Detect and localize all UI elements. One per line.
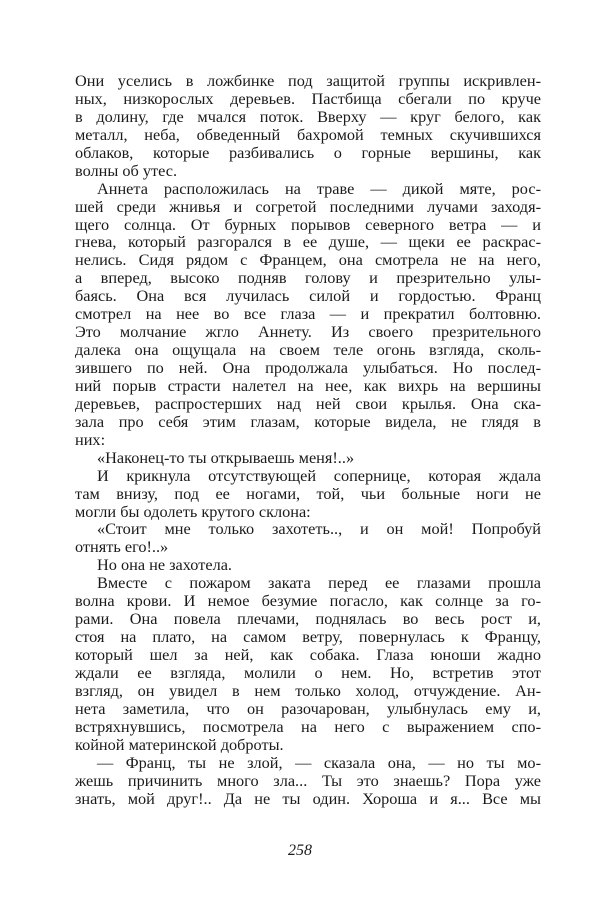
page-body-text	[75, 72, 541, 807]
text-line: шей среди жнивья и согретой последними лучами заходя-	[75, 196, 541, 216]
text-line: металл, неба, обведенный бахромой темных скучившихся	[75, 124, 541, 144]
text-line: «Наконец-то ты открываешь меня!..»	[97, 447, 355, 467]
text-line: И крикнула отсутствующей сопернице, которая ждала	[97, 465, 541, 485]
text-line: ждали ее взгляда, молили о нем. Но, встретив этот	[75, 662, 541, 682]
text-line: взгляд, он увидел в нем только холод, отчуждение. Ан-	[75, 680, 541, 700]
text-line: нелись. Сидя рядом с Францем, она смотрела не на него,	[75, 250, 541, 270]
text-line: гнева, который разгорался в ее душе, — щеки ее раскрас-	[75, 232, 541, 252]
text-line: них:	[75, 429, 106, 449]
text-line: который шел за ней, как собака. Глаза юноши жадно	[75, 645, 541, 664]
text-line: в долину, где мчался поток. Вверху — круг белого, как	[75, 106, 541, 126]
text-line: — Франц, ты не злой, — сказала она, — но ты мо-	[97, 752, 541, 772]
text-line: Но она не захотела.	[97, 555, 232, 575]
text-line: Это молчание жгло Аннету. Из своего презрительного	[75, 322, 541, 342]
text-line: волны об утес.	[75, 160, 178, 180]
text-line: баясь. Она вся лучилась силой и гордостью. Франц	[75, 286, 541, 306]
text-line: облаков, которые разбивались о горные вершины, как	[75, 142, 541, 162]
page-number: 258	[288, 842, 312, 859]
text-line: рами. Она повела плечами, поднялась во весь рост и,	[75, 609, 541, 629]
text-line: койной материнской доброты.	[75, 734, 284, 754]
text-line: могли бы одолеть крутого склона:	[75, 501, 311, 521]
text-line: смотрел на нее во все глаза — и прекратил болтовню.	[75, 304, 541, 324]
text-line: жешь причинить много зла... Ты это знаешь? Пора уже	[75, 770, 541, 790]
text-line: Вместе с пожаром заката перед ее глазами прошла	[97, 573, 541, 593]
text-line: встряхнувшись, посмотрела на него с выражением спо-	[75, 716, 541, 736]
text-line: там внизу, под ее ногами, той, чьи больные ноги не	[75, 483, 541, 503]
text-line: знать, мой друг!.. Да не ты один. Хороша и я... Все мы	[75, 788, 541, 808]
text-line: далека она ощущала на своем теле огонь взгляда, сколь-	[75, 340, 541, 360]
text-line: деревьев, распростерших над ней свои крылья. Она ска-	[75, 393, 541, 413]
text-line: ний порыв страсти налетел на нее, как вихрь на вершины	[75, 375, 541, 395]
text-line: нета заметила, что он разочарован, улыбнулась ему и,	[75, 698, 541, 718]
text-line: а вперед, высоко подняв голову и презрительно улы-	[75, 268, 541, 288]
text-line: «Стоит мне только захотеть.., и он мой! Попробуй	[97, 519, 541, 539]
text-line: стоя на плато, на самом ветру, повернулась к Францу,	[75, 627, 541, 647]
text-line: Аннета расположилась на траве — дикой мяте, рос-	[97, 178, 541, 198]
text-line: волна крови. И немое безумие погасло, как солнце за го-	[75, 591, 541, 611]
text-line: Они уселись в ложбинке под защитой группы искривлен-	[75, 71, 541, 90]
text-line: зала про себя этим глазам, которые видела, не глядя в	[75, 411, 541, 431]
text-line: щего солнца. От бурных порывов северного ветра — и	[75, 214, 541, 234]
text-line: зившего по ней. Она продолжала улыбаться. Но послед-	[75, 358, 541, 377]
text-line: ных, низкорослых деревьев. Пастбища сбегали по круче	[75, 88, 541, 108]
text-line: отнять его!..»	[75, 537, 169, 557]
